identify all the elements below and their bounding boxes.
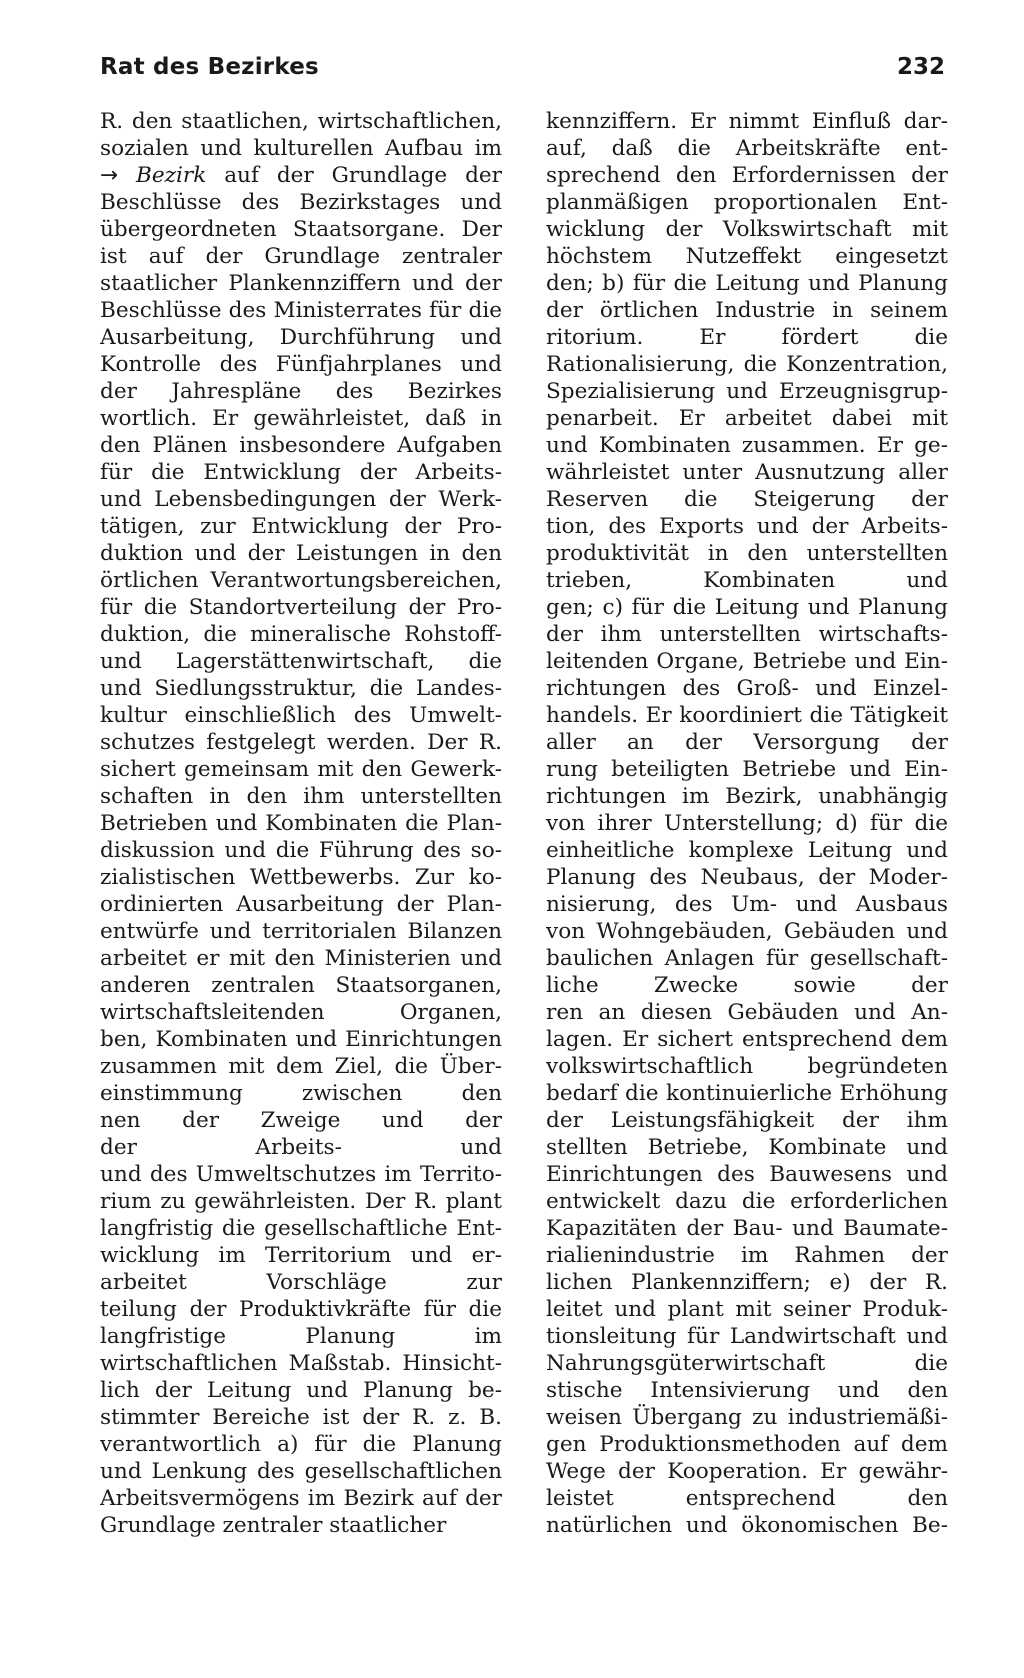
- text-line: sozialen und kulturellen Aufbau im: [100, 136, 502, 161]
- text-line: handels. Er koordiniert die Tätigkeit: [546, 703, 948, 728]
- text-line: Planung des Neubaus, der Moder-: [546, 865, 948, 890]
- text-line: [100, 162, 502, 189]
- text-line: von ihrer Unterstellung; d) für die: [546, 811, 948, 836]
- text-line: Kontrolle des Fünfjahrplanes und: [100, 352, 502, 377]
- text-line: ben, Kombinaten und Einrichtungen: [100, 1027, 502, 1052]
- text-line: den; b) für die Leitung und Planung: [546, 271, 948, 296]
- text-line: gen; c) für die Leitung und Planung: [546, 595, 948, 620]
- text-line: entwürfe und territorialen Bilanzen: [100, 919, 502, 944]
- text-line: volkswirtschaftlich begründeten: [546, 1054, 948, 1079]
- text-line: einheitliche komplexe Leitung und: [546, 838, 948, 863]
- text-line: Wege der Kooperation. Er gewähr-: [546, 1459, 948, 1484]
- text-line: arbeitet Vorschläge zur: [100, 1270, 502, 1295]
- text-line: kultur einschließlich des Umwelt-: [100, 703, 502, 728]
- text-line: wortlich. Er gewährleistet, daß in: [100, 406, 502, 431]
- text-line: teilung der Produktivkräfte für die: [100, 1297, 502, 1322]
- text-line: rialienindustrie im Rahmen der: [546, 1243, 948, 1268]
- text-line: und des Umweltschutzes im Territo-: [100, 1162, 502, 1187]
- text-line: Spezialisierung und Erzeugnisgrup-: [546, 379, 948, 404]
- text-line: zialistischen Wettbewerbs. Zur ko-: [100, 865, 502, 890]
- text-line: und Lenkung des gesellschaftlichen: [100, 1459, 502, 1484]
- text-line: langfristige Planung im: [100, 1324, 502, 1349]
- text-line: ren an diesen Gebäuden und An-: [546, 1000, 948, 1025]
- text-line: schaften in den ihm unterstellten: [100, 784, 502, 809]
- page-number: 232: [896, 54, 945, 80]
- left-column: [100, 108, 502, 1548]
- text-line: und Lebensbedingungen der Werk-: [100, 487, 502, 512]
- text-line: nisierung, des Um- und Ausbaus: [546, 892, 948, 917]
- text-line: örtlichen Verantwortungsbereichen,: [100, 568, 502, 593]
- page-header: [100, 54, 945, 94]
- text-line: Ausarbeitung, Durchführung und: [100, 325, 502, 350]
- text-line: übergeordneten Staatsorgane. Der: [100, 217, 502, 242]
- text-line: stische Intensivierung und den: [546, 1378, 948, 1403]
- text-line: Beschlüsse des Bezirkstages und: [100, 190, 502, 215]
- text-line: ritorium. Er fördert die: [546, 325, 948, 350]
- text-line: währleistet unter Ausnutzung aller: [546, 460, 948, 485]
- text-line: nen der Zweige und der: [100, 1108, 502, 1133]
- text-line: baulichen Anlagen für gesellschaft-: [546, 946, 948, 971]
- text-line: weisen Übergang zu industriemäßi-: [546, 1405, 948, 1430]
- text-line: wicklung im Territorium und er-: [100, 1243, 502, 1268]
- text-line: der Leistungsfähigkeit der ihm: [546, 1108, 948, 1133]
- text-line: leitenden Organe, Betriebe und Ein-: [546, 649, 948, 674]
- text-line: rung beteiligten Betriebe und Ein-: [546, 757, 948, 782]
- text-line: richtungen im Bezirk, unabhängig: [546, 784, 948, 809]
- text-line: bedarf die kontinuierliche Erhöhung: [546, 1081, 948, 1106]
- cross-reference-term: Bezirk: [135, 163, 207, 188]
- text-line: der Arbeits- und: [100, 1135, 502, 1160]
- text-line: diskussion und die Führung des so-: [100, 838, 502, 863]
- text-line: der örtlichen Industrie in seinem: [546, 298, 948, 323]
- text-line: produktivität in den unterstellten: [546, 541, 948, 566]
- text-line: arbeitet er mit den Ministerien und: [100, 946, 502, 971]
- text-line: einstimmung zwischen den: [100, 1081, 502, 1106]
- text-line: lich der Leitung und Planung be-: [100, 1378, 502, 1403]
- text-line: Arbeitsvermögens im Bezirk auf der: [100, 1486, 502, 1511]
- text-line: Rationalisierung, die Konzentration,: [546, 352, 948, 377]
- text-line: anderen zentralen Staatsorganen,: [100, 973, 502, 998]
- text-line: planmäßigen proportionalen Ent-: [546, 190, 948, 215]
- text-line: wirtschaftlichen Maßstab. Hinsicht-: [100, 1351, 502, 1376]
- text-line: aller an der Versorgung der: [546, 730, 948, 755]
- text-line: höchstem Nutzeffekt eingesetzt: [546, 244, 948, 269]
- text-line: staatlicher Plankennziffern und der: [100, 271, 502, 296]
- text-line: rium zu gewährleisten. Der R. plant: [100, 1189, 502, 1214]
- text-line: Beschlüsse des Ministerrates für die: [100, 298, 502, 323]
- text-line: von Wohngebäuden, Gebäuden und: [546, 919, 948, 944]
- text-line: wirtschaftsleitenden Organen,: [100, 1000, 502, 1025]
- cross-reference-rest: auf der Grundlage der: [224, 163, 502, 188]
- text-line: der Jahrespläne des Bezirkes: [100, 379, 502, 404]
- text-line: entwickelt dazu die erforderlichen: [546, 1189, 948, 1214]
- text-line: duktion, die mineralische Rohstoff-: [100, 622, 502, 647]
- text-line: Reserven die Steigerung der: [546, 487, 948, 512]
- text-line: duktion und der Leistungen in den: [100, 541, 502, 566]
- text-line: verantwortlich a) für die Planung: [100, 1432, 502, 1457]
- text-line: liche Zwecke sowie der: [546, 973, 948, 998]
- text-line: sichert gemeinsam mit den Gewerk-: [100, 757, 502, 782]
- text-line: tätigen, zur Entwicklung der Pro-: [100, 514, 502, 539]
- text-line: Nahrungsgüterwirtschaft die: [546, 1351, 948, 1376]
- text-line: penarbeit. Er arbeitet dabei mit: [546, 406, 948, 431]
- text-line: leistet entsprechend den: [546, 1486, 948, 1511]
- text-line: lichen Plankennziffern; e) der R.: [546, 1270, 948, 1295]
- text-line: für die Entwicklung der Arbeits-: [100, 460, 502, 485]
- text-line: stimmter Bereiche ist der R. z. B.: [100, 1405, 502, 1430]
- text-line: ordinierten Ausarbeitung der Plan-: [100, 892, 502, 917]
- text-line: richtungen des Groß- und Einzel-: [546, 676, 948, 701]
- text-line: langfristig die gesellschaftliche Ent-: [100, 1216, 502, 1241]
- text-line: natürlichen und ökonomischen Be-: [546, 1513, 948, 1538]
- text-line: den Plänen insbesondere Aufgaben: [100, 433, 502, 458]
- text-line: lagen. Er sichert entsprechend dem: [546, 1027, 948, 1052]
- text-line: und Siedlungsstruktur, die Landes-: [100, 676, 502, 701]
- text-line: der ihm unterstellten wirtschafts-: [546, 622, 948, 647]
- text-line: stellten Betriebe, Kombinate und: [546, 1135, 948, 1160]
- text-line: Grundlage zentraler staatlicher: [100, 1513, 447, 1538]
- text-line: kennziffern. Er nimmt Einfluß dar-: [546, 109, 948, 134]
- text-line: wicklung der Volkswirtschaft mit: [546, 217, 948, 242]
- text-line: gen Produktionsmethoden auf dem: [546, 1432, 948, 1457]
- text-line: Kapazitäten der Bau- und Baumate-: [546, 1216, 948, 1241]
- text-line: tionsleitung für Landwirtschaft und: [546, 1324, 948, 1349]
- text-line: R. den staatlichen, wirtschaftlichen,: [100, 109, 502, 134]
- text-line: auf, daß die Arbeitskräfte ent-: [546, 136, 948, 161]
- text-line: Betrieben und Kombinaten die Plan-: [100, 811, 502, 836]
- cross-reference-arrow-icon: →: [100, 163, 119, 188]
- text-line: Einrichtungen des Bauwesens und: [546, 1162, 948, 1187]
- text-line: schutzes festgelegt werden. Der R.: [100, 730, 502, 755]
- text-line: sprechend den Erfordernissen der: [546, 163, 948, 188]
- text-line: leitet und plant mit seiner Produk-: [546, 1297, 948, 1322]
- text-line: und Lagerstättenwirtschaft, die: [100, 649, 502, 674]
- text-columns: [100, 108, 948, 1548]
- text-line: zusammen mit dem Ziel, die Über-: [100, 1054, 502, 1079]
- text-line: tion, des Exports und der Arbeits-: [546, 514, 948, 539]
- text-line: für die Standortverteilung der Pro-: [100, 595, 502, 620]
- text-line: trieben, Kombinaten und: [546, 568, 948, 593]
- right-column: [546, 108, 948, 1548]
- text-line: und Kombinaten zusammen. Er ge-: [546, 433, 948, 458]
- text-line: ist auf der Grundlage zentraler: [100, 244, 502, 269]
- running-head: Rat des Bezirkes: [100, 54, 319, 80]
